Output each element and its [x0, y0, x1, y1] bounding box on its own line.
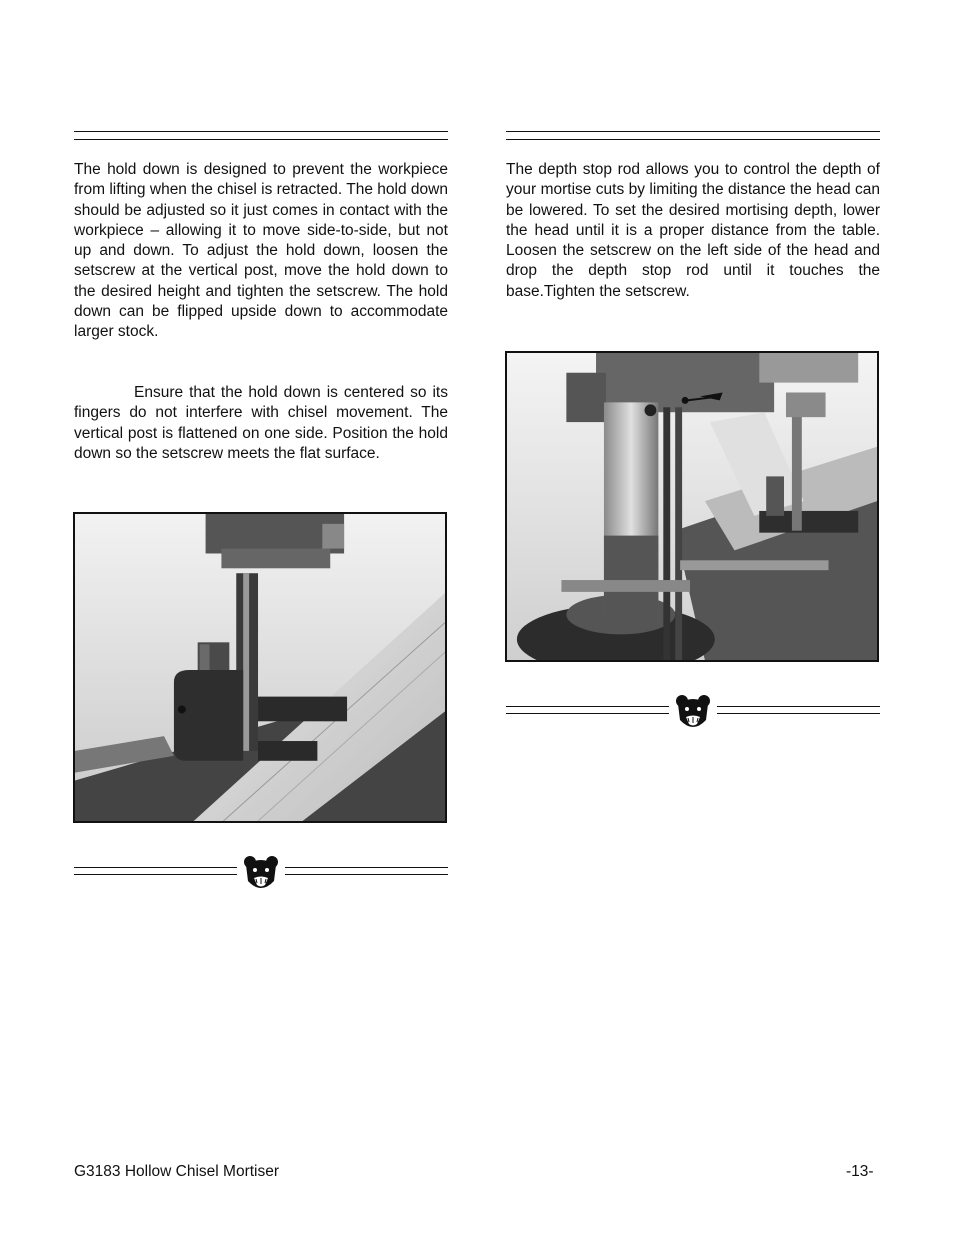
footer-title: G3183 Hollow Chisel Mortiser: [74, 1163, 280, 1180]
depth-stop-paragraph: The depth stop rod allows you to control the depth of your mortise cuts by limiting the distance the head can be lowered. To set the desired mortising depth, lower the head until it is a proper distance from the table. Loosen the setscrew on the left side of the head and drop the depth stop rod until it touches the base.Tighten the setscrew.: [506, 161, 880, 300]
hold-down-paragraph: The hold down is designed to prevent the workpiece from lifting when the chisel is retracted. The hold down should be adjusted so it just comes in contact with the workpiece – allowing it to move side-to-side, but not up and down. To adjust the hold down, loosen the setscrew at the vertical post, move the hold down to the desired height and tighten the setscrew. The hold down can be flipped upside down to accommodate larger stock.: [74, 161, 448, 341]
page-number: -13-: [846, 1163, 874, 1180]
section-header-rule-right: [506, 131, 880, 140]
rule-line: [74, 867, 237, 875]
rule-line: [717, 706, 880, 714]
hold-down-photo: [73, 512, 447, 823]
section-header-rule-left: [74, 131, 448, 140]
bear-logo-icon: [673, 692, 713, 732]
bear-logo-icon: [241, 853, 281, 893]
section-end-rule-right: [506, 692, 880, 732]
rule-line: [285, 867, 448, 875]
hold-down-note-paragraph: Ensure that the hold down is centered so its fingers do not interfere with chisel movement. The vertical post is flattened on one side. Position the hold down so the setscrew meets the flat surface.: [74, 384, 448, 462]
depth-stop-photo: [505, 351, 879, 662]
rule-line: [506, 706, 669, 714]
section-end-rule-left: [74, 853, 448, 893]
